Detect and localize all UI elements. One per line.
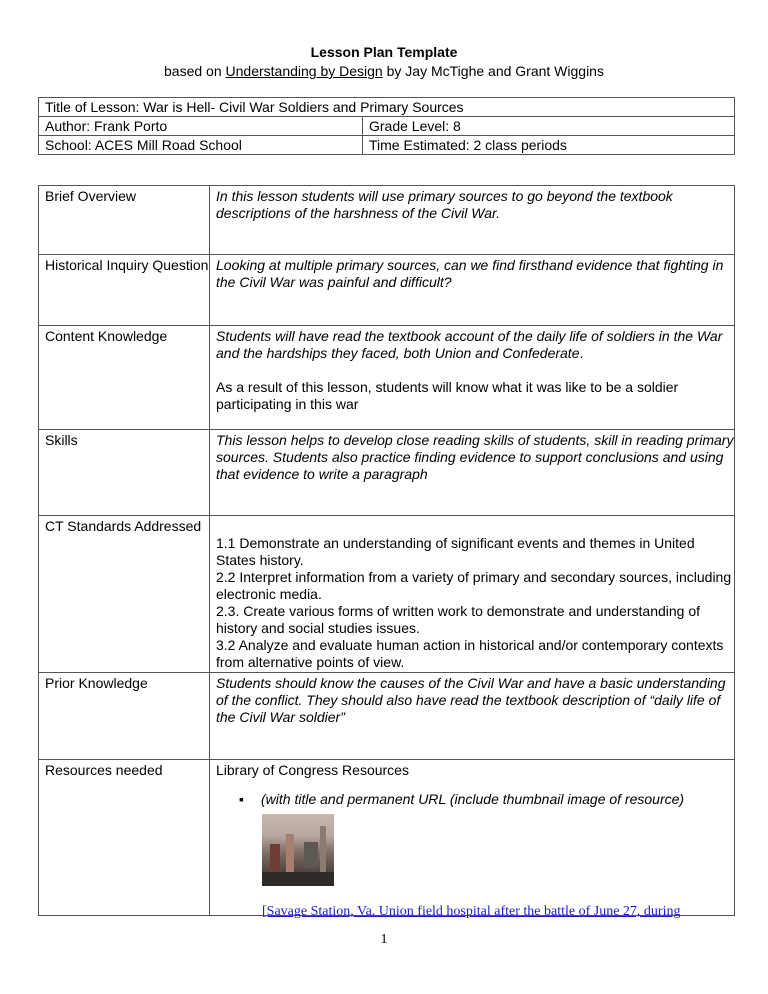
page-number: 1 — [380, 932, 388, 947]
resource-bullet — [239, 791, 734, 808]
content-knowledge-cell — [210, 326, 735, 430]
standard-item: 1.1 Demonstrate an understanding of significant events and themes in United States history. — [216, 535, 695, 568]
lesson-info-table — [38, 97, 735, 155]
ct-standards-label: CT Standards Addressed — [39, 516, 210, 673]
ct-standards-cell — [210, 516, 735, 673]
table-row — [39, 516, 735, 673]
understanding-by-design-text: Understanding by Design — [225, 63, 383, 79]
content-knowledge-text1: Students will have read the textbook account of the daily life of soldiers in the War and the hardships they faced, both Union and Confederate — [216, 328, 723, 361]
subtitle-suffix: by Jay McTighe and Grant Wiggins — [382, 63, 604, 79]
table-row — [39, 673, 735, 760]
standard-item: 2.3. Create various forms of written work to demonstrate and understanding of history and social studies issues. — [216, 603, 701, 636]
standard-item: 2.2 Interpret information from a variety of primary and secondary sources, including electronic media. — [216, 569, 732, 602]
resource-bullet-text: (with title and permanent URL (include thumbnail image of resource) — [261, 791, 685, 807]
title-of-lesson: Title of Lesson: War is Hell- Civil War Soldiers and Primary Sources — [39, 98, 735, 117]
resources-cell — [210, 760, 735, 916]
table-row — [39, 760, 735, 916]
bullet-icon: ▪ — [239, 791, 244, 807]
author: Author: Frank Porto — [39, 117, 363, 136]
brief-overview-label: Brief Overview — [39, 186, 210, 255]
skills-label: Skills — [39, 430, 210, 516]
table-row — [39, 255, 735, 326]
time-estimated: Time Estimated: 2 class periods — [363, 136, 735, 155]
standard-item: 3.2 Analyze and evaluate human action in historical and/or contemporary contexts from alternative points of view. — [216, 637, 724, 670]
skills-text: This lesson helps to develop close reading skills of students, skill in reading primary sources. Students also practice finding evidence to support conclusions and using that evidence to write a paragraph — [210, 430, 735, 516]
resources-heading: Library of Congress Resources — [216, 762, 409, 778]
content-knowledge-text2: As a result of this lesson, students will know what it was like to be a soldier participating in this war — [216, 379, 679, 412]
content-knowledge-label: Content Knowledge — [39, 326, 210, 430]
inquiry-text: Looking at multiple primary sources, can we find firsthand evidence that fighting in the Civil War was painful and difficult? — [210, 255, 735, 326]
savage-station-thumbnail[interactable] — [262, 814, 334, 886]
prior-knowledge-label: Prior Knowledge — [39, 673, 210, 760]
lesson-plan-table — [38, 185, 735, 916]
savage-station-link[interactable]: [Savage Station, Va. Union field hospital after the battle of June 27, during — [262, 904, 681, 919]
table-row — [39, 326, 735, 430]
subtitle — [0, 63, 768, 79]
grade-level: Grade Level: 8 — [363, 117, 735, 136]
subtitle-prefix: based on — [164, 63, 226, 79]
table-row — [39, 186, 735, 255]
prior-knowledge-text: Students should know the causes of the Civil War and have a basic understanding of the conflict. They should also have read the textbook description of “daily life of the Civil War soldier” — [210, 673, 735, 760]
table-row — [39, 430, 735, 516]
content-knowledge-period: . — [579, 345, 584, 361]
school: School: ACES Mill Road School — [39, 136, 363, 155]
inquiry-label: Historical Inquiry Question — [39, 255, 210, 326]
brief-overview-text: In this lesson students will use primary sources to go beyond the textbook descriptions of the harshness of the Civil War. — [210, 186, 735, 255]
page-title: Lesson Plan Template — [310, 44, 458, 60]
resources-label: Resources needed — [39, 760, 210, 916]
